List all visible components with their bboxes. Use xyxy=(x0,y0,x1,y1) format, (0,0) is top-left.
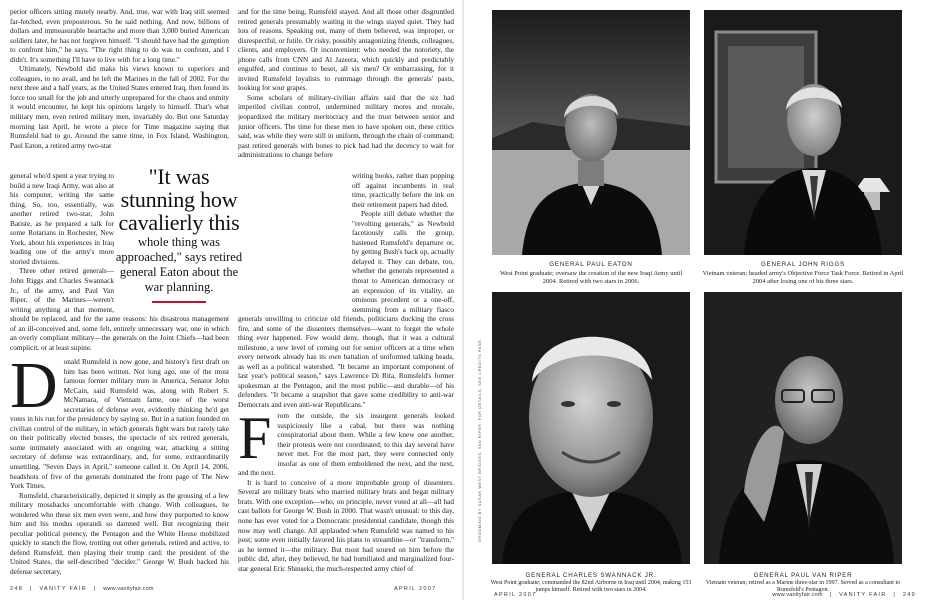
paragraph: and for the time being, Rumsfeld stayed. And all those other disgruntled retired generals presumably waiting in the wings stayed quiet. They had lots of reasons. Speaking out, many of them believed, was improper, or disrespectful, or futile. Or risky, possibly antagonizing friends, colleagues, clients, and employers. Or inconvenient: who needed the notoriety, the phone calls from CNN and Al Jazeera, which quickly and predictably engulfed, and continue to beset, all six men? Or embarrassing, for it invited Rumsfeld loyalists to rummage through the generals' pasts, looking for sour grapes. xyxy=(238,8,454,93)
portrait-eaton xyxy=(492,10,690,255)
portrait-swannack xyxy=(492,292,690,564)
caption-text-van-riper: Vietnam veteran; retired as a Marine three-star in 1997. Served as a consultant to Rumsfeld's Pentagon. xyxy=(705,580,901,593)
column-1-bottom xyxy=(10,315,229,353)
swannack-photo-icon xyxy=(492,292,690,564)
column-1-narrow xyxy=(10,172,114,315)
magazine-name: VANITY FAIR xyxy=(839,592,887,598)
pull-quote-large: "It was stunning how cavalierly this xyxy=(118,164,240,235)
magazine-url: www.vanityfair.com xyxy=(772,592,823,598)
column-2-narrow xyxy=(352,172,454,315)
column-2-middle xyxy=(238,315,454,410)
column-1-story xyxy=(10,358,229,580)
right-footer-date: APRIL 2007 xyxy=(494,592,537,598)
paragraph: generals unwilling to criticize old friends, politicians ducking the cross fire, and some of the dissenters themselves—want to forget the whole thing ever happened. Few would deny, though, that it was a cultural milestone, a new level of coming out for senior officers at a time when every network already has its own battalion of uniformed talking heads, as well as a political watershed. "It became an important component of last year's political season," says Lawrence Di Rita, Rumsfeld's former spokesman at the Pentagon, and the most public—and durable—of his defenders. "It became a snapshot that gave some credibility to anti-war Democrats and even anti-war Republicans." xyxy=(238,315,454,409)
column-2-top xyxy=(238,8,454,173)
column-1-top xyxy=(10,8,229,173)
paragraph: Rumsfeld, characteristically, depicted it simply as the grousing of a few military mossbacks uncomfortable with change. With colleagues, he wondered who these six men even were, and how they purported to know him and his modus operandi so damned well. But recognizing their peculiar political potency, the Pentagon and the White House mobilized quickly to stanch the flow, trotting out other generals, retired and active, to defend Rumsfeld, then playing their trump card: the president of the United States, the self-described "decider." George W. Bush backed his defense secretary, xyxy=(10,491,229,577)
left-footer: 248 | VANITY FAIR | www.vanityfair.com xyxy=(10,586,154,592)
photo-credit-text: GROOMING BY SUSAN WEST BRIDGES, VAN RIPER; FOR DETAILS, SEE CREDITS PAGE. xyxy=(478,337,482,543)
portrait-riggs xyxy=(704,10,902,255)
page-number: 248 xyxy=(10,586,24,592)
paragraph: writing books, rather than popping off against incumbents in real time, practically before the ink on their retirement papers had dried. xyxy=(352,172,454,209)
paragraph: Some scholars of military-civilian affairs said that the six had imperiled civilian control, undermined military mores and morale, jeopardized the military meritocracy and the trust between senior and junior officers. The time for these men to have spoken out, these critics said, was while they were still in uniform, through the chain of command; past retired generals with bones to pick had had the decency to wait for administrations to change before xyxy=(238,93,454,160)
magazine-name: VANITY FAIR xyxy=(39,586,87,592)
right-footer: www.vanityfair.com | VANITY FAIR | 249 xyxy=(772,592,916,598)
pull-quote-small: whole thing was approached," says retired general Eaton about the war planning. xyxy=(115,235,243,294)
column-2-story xyxy=(238,412,454,580)
photo-credit xyxy=(476,292,481,592)
paragraph: It is hard to conceive of a more improbable group of dissenters. Several are military brats who married military brats and begat military brats. With one exception—who, on principle, never voted at all—all had cast ballots for George W. Bush in 2000. That wasn't unusual: to this day, none has ever voted for a Democratic presidential candidate, though this now may well change. All applauded when Rumsfeld was named to his post; some even initially favored his plans to streamline—or "transform," as he termed it—the military. But most had soured on him before the public did, after, they believed, he had humiliated and marginalized four-star general Eric Shinseki, the much-respected army chief of xyxy=(238,478,454,573)
paragraph: onald Rumsfeld is now gone, and history's first draft on him has been written. Not long ago, one of the most famous former military men in America, Senator John McCain, said Rumsfeld was, along with Robert S. McNamara, of Vietnam fame, one of the worst secretaries of defense ever, evidently thinking he'd get votes in his run for the presidency by saying so. But in a nation founded on civilian control of the military, in which generals fight wars but rarely take on their politically elected bosses, the spectacle of six retired generals, some intimately associated with an ongoing war, attacking a sitting secretary of defense was extraordinary, and, for some, extraordinarily unsettling. "Seven Days in April," someone called it. On April 14, 2006, headshots of five of the generals dominated the front page of The New York Times. xyxy=(10,358,229,491)
caption-text-eaton: West Point graduate; oversaw the creation of the new Iraqi Army until 2004. Retired with two stars in 2006. xyxy=(499,270,683,285)
paragraph: should be replaced, and for the same reasons: his disastrous management of an ill-conceived and, some felt, entirely unnecessary war, one in which an overly compliant military—the generals on the Joint Chiefs—had been complicit, or at least supine. xyxy=(10,315,229,352)
van-riper-photo-icon xyxy=(704,292,902,564)
portrait-van-riper xyxy=(704,292,902,564)
pull-quote xyxy=(115,165,243,303)
drop-cap-d: D xyxy=(10,358,58,422)
drop-cap-f: F xyxy=(238,412,272,471)
right-page xyxy=(464,0,926,600)
paragraph: People still debate whether the "revolting generals," as Newbold facetiously calls the group, hastened Rumsfeld's departure or, by getting Bush's back up, actually delayed it. They can debate, too, whether the generals represented a threat to American democracy or an expression of its vitality, an ominous precedent or a one-off, stemming from a military fiasco xyxy=(352,210,454,314)
page-number: 249 xyxy=(902,592,916,598)
caption-name-eaton: GENERAL PAUL EATON xyxy=(549,261,633,268)
red-rule xyxy=(152,301,206,303)
riggs-photo-icon xyxy=(704,10,902,255)
eaton-photo-icon xyxy=(492,10,690,255)
magazine-url: www.vanityfair.com xyxy=(103,586,154,592)
caption-name-swannack: GENERAL CHARLES SWANNACK JR. xyxy=(525,572,657,579)
paragraph: perior officers sitting mutely nearby. And, true, war with Iraq still seemed far-fetched, even preposterous. So he said nothing. And now, billions of dollars and immeasurable heartache and more than 3,000 buried American soldiers later, he has not forgiven himself. "I should have had the gumption to confront him," he says. "The right thing to do was to confront, and I didn't. It's something I'll have to live with for a long time." xyxy=(10,8,229,64)
paragraph: Ultimately, Newbold did make his views known to superiors and colleagues, to no avail, and he left the Marines in the fall of 2002. For the next three and a half years, as the United States entered Iraq, then found its force too small for the job and utterly unprepared for the chaos and enmity it would encounter, he kept his opinions largely to himself. That's what military men, even retired military men, invariably do. But one Saturday morning last April, he wrote a piece for Time magazine saying that Rumsfeld had to go. Around the same time, in Fox Island, Washington, Paul Eaton, a retired army two-star xyxy=(10,65,229,150)
caption-text-riggs: Vietnam veteran; headed army's Objective Force Task Force. Retired in April 2004 after losing one of his three stars. xyxy=(702,270,904,285)
left-footer-date: APRIL 2007 xyxy=(394,586,437,592)
paragraph: general who'd spent a year trying to build a new Iraqi Army, was also at his computer, writing the same thing. So, too, essentially, was another retired two-star, John Batiste, as he prepared a talk for some Rotarians in Rochester, New York, about his experiences in Iraq leading one of the army's more storied divisions. xyxy=(10,172,114,266)
caption-name-riggs: GENERAL JOHN RIGGS xyxy=(761,261,845,268)
paragraph: Three other retired generals—John Riggs and Charles Swannack Jr., of the army, and Paul Van Riper, of the Marines—weren't writing anything at that moment, xyxy=(10,267,114,314)
paragraph: rom the outside, the six insurgent generals looked suspiciously like a cabal, but there was nothing conspiratorial about them. While a few knew one another, their protests were not coordinated; to this day several have never met. For the most part, they were connected only insofar as one of them emboldened the next, and the next, and the next. xyxy=(238,412,454,478)
caption-text-swannack: West Point graduate; commanded the 82nd Airborne in Iraq until 2004, making 153 jumps himself. Retired with two stars in 2004. xyxy=(490,580,692,593)
caption-name-van-riper: GENERAL PAUL VAN RIPER xyxy=(753,572,853,579)
